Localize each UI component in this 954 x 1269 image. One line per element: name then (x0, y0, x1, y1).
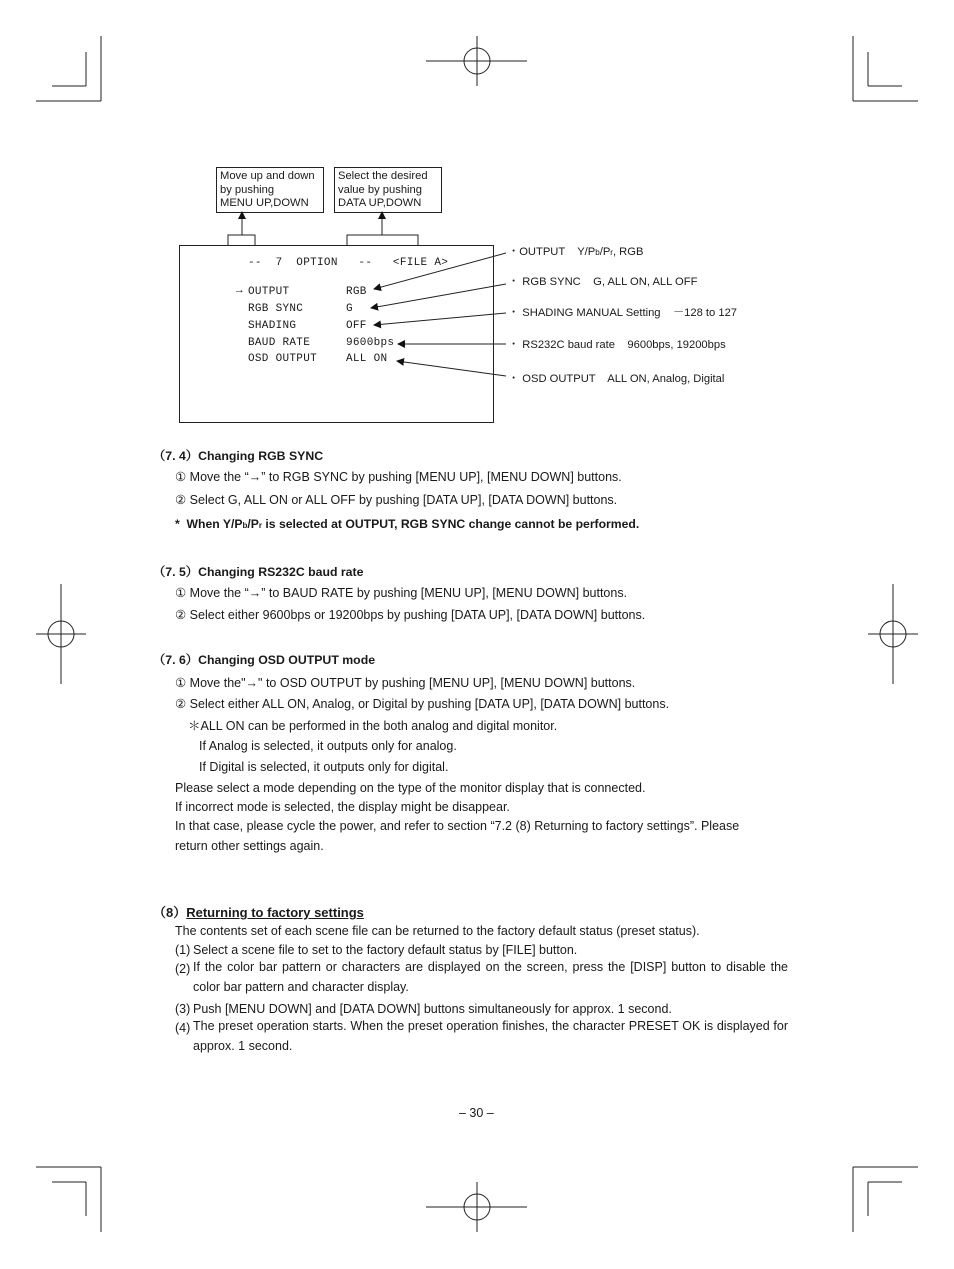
section-8-intro: The contents set of each scene file can be returned to the factory default status (preset status). (175, 924, 700, 938)
note-text: /P (247, 517, 259, 531)
section-7-4-note (175, 516, 639, 534)
cursor-arrow: → (236, 285, 243, 297)
section-7-4-step-2: ② Select G, ALL ON or ALL OFF by pushing [DATA UP], [DATA DOWN] buttons. (175, 493, 618, 507)
menu-value-baud-rate: 9600bps (346, 337, 395, 349)
menu-label-output: OUTPUT (248, 286, 290, 298)
callout-line: Select the desired (338, 170, 428, 182)
section-8-item-3-text: Push [MENU DOWN] and [DATA DOWN] buttons simultaneously for approx. 1 second. (193, 1002, 672, 1016)
section-7-4-step-1: ① Move the “→” to RGB SYNC by pushing [MENU UP], [MENU DOWN] buttons. (175, 470, 622, 484)
callout-line: MENU UP,DOWN (220, 197, 309, 209)
section-7-6-para-3: In that case, please cycle the power, and refer to section “7.2 (8) Returning to factory settings”. Please (175, 819, 740, 833)
bullet: ・ (508, 246, 520, 258)
callout-line: value by pushing (338, 183, 422, 196)
note-text: OUTPUT Y/P (519, 246, 596, 258)
section-8-header (153, 902, 364, 921)
section-7-5-header: （7. 5）Changing RS232C baud rate (153, 565, 364, 579)
menu-label-shading: SHADING (248, 320, 297, 332)
section-7-6-note-3: If Digital is selected, it outputs only for digital. (199, 760, 449, 774)
section-7-6-para-4: return other settings again. (175, 839, 324, 853)
section-8-item-4-text: The preset operation starts. When the preset operation finishes, the character PRESET OK is displayed for approx. 1 second. (193, 1019, 788, 1053)
note-text: is selected at OUTPUT, RGB SYNC change cannot be performed. (262, 517, 640, 531)
callout-line: by pushing (220, 183, 275, 196)
menu-value-shading: OFF (346, 320, 367, 332)
subscript: b (595, 248, 600, 257)
note-output (508, 243, 643, 259)
section-7-6-note-1: ＊ALL ON can be performed in the both analog and digital monitor. (188, 719, 558, 733)
menu-label-baud-rate: BAUD RATE (248, 337, 311, 349)
note-text: , RGB (612, 246, 644, 258)
section-7-5-step-1: ① Move the “→” to BAUD RATE by pushing [MENU UP], [MENU DOWN] buttons. (175, 586, 628, 600)
section-7-6-step-1: ① Move the"→" to OSD OUTPUT by pushing [MENU UP], [MENU DOWN] buttons. (175, 676, 636, 690)
note-shading: ・ SHADING MANUAL Setting －128 to 127 (508, 307, 738, 319)
section-8-item-1-text: Select a scene file to set to the factory default status by [FILE] button. (193, 943, 578, 957)
menu-screen (179, 245, 494, 423)
section-7-6-para-2: If incorrect mode is selected, the display might be disappear. (175, 800, 510, 814)
section-8-item-2-num: (2) (175, 962, 191, 976)
section-7-6-header: （7. 6）Changing OSD OUTPUT mode (153, 653, 376, 667)
note-rgb-sync: ・ RGB SYNC G, ALL ON, ALL OFF (508, 276, 698, 288)
menu-value-output: RGB (346, 286, 367, 298)
section-8-item-3-num: (3) (175, 1002, 191, 1016)
note-osd-output: ・ OSD OUTPUT ALL ON, Analog, Digital (508, 373, 725, 385)
screen-title: -- 7 OPTION -- <FILE A> (248, 257, 449, 269)
subscript: r (610, 248, 613, 257)
callout-line: DATA UP,DOWN (338, 197, 422, 209)
menu-value-rgb-sync: G (346, 303, 353, 315)
section-7-6-para-1: Please select a mode depending on the type of the monitor display that is connected. (175, 781, 646, 795)
section-7-4-header: （7. 4）Changing RGB SYNC (153, 449, 324, 463)
section-8-item-4-num: (4) (175, 1021, 191, 1035)
section-8-number: （8） (153, 905, 187, 920)
section-7-6-step-2: ② Select either ALL ON, Analog, or Digital by pushing [DATA UP], [DATA DOWN] buttons. (175, 697, 670, 711)
callout-line: Move up and down (220, 170, 315, 182)
section-8-item-1-num: (1) (175, 943, 191, 957)
subscript: r (258, 521, 263, 530)
note-baud-rate: ・ RS232C baud rate 9600bps, 19200bps (508, 339, 726, 351)
note-text: * When Y/P (175, 517, 243, 531)
section-8-item-2-text: If the color bar pattern or characters are displayed on the screen, press the [DISP] button to disable the color bar pattern and character display. (193, 960, 788, 994)
page-number: – 30 – (459, 1106, 494, 1120)
menu-label-rgb-sync: RGB SYNC (248, 303, 304, 315)
menu-value-osd-output: ALL ON (346, 353, 388, 365)
section-7-5-step-2: ② Select either 9600bps or 19200bps by pushing [DATA UP], [DATA DOWN] buttons. (175, 608, 646, 622)
note-text: /P (599, 246, 611, 258)
menu-label-osd-output: OSD OUTPUT (248, 353, 318, 365)
section-7-6-note-2: If Analog is selected, it outputs only for analog. (199, 739, 457, 753)
section-8-title: Returning to factory settings (186, 905, 364, 920)
subscript: b (242, 521, 248, 530)
